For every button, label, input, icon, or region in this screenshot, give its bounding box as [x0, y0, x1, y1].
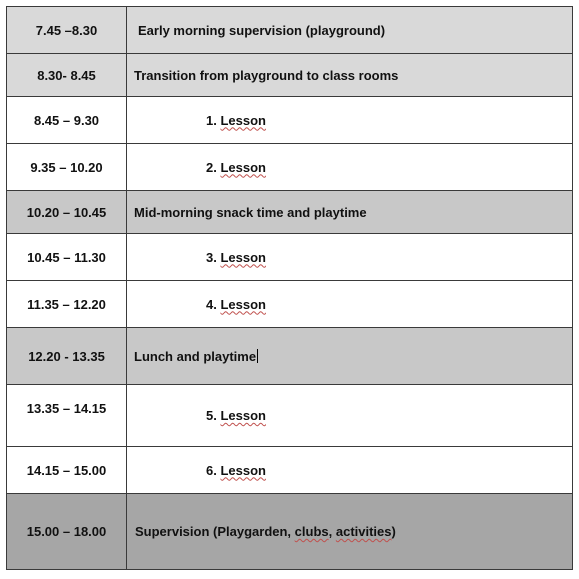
schedule-row	[7, 54, 573, 97]
schedule-row	[7, 7, 573, 54]
time-cell: 8.30- 8.45	[7, 54, 127, 97]
lesson-label: Lesson	[220, 112, 266, 128]
schedule-row	[7, 328, 573, 385]
activity-cell: Transition from playground to class rooms	[127, 54, 573, 97]
lesson-number: 1.	[206, 112, 217, 128]
lesson-label: Lesson	[220, 462, 266, 478]
activity-word-activities: activities	[335, 524, 392, 539]
lesson-label: Lesson	[220, 408, 266, 423]
lesson-number: 5.	[206, 408, 217, 423]
activity-cell	[127, 97, 573, 144]
schedule-row	[7, 281, 573, 328]
activity-cell	[127, 447, 573, 494]
daily-schedule-table	[6, 6, 573, 570]
lesson-number: 3.	[206, 249, 217, 265]
time-cell: 11.35 – 12.20	[7, 281, 127, 328]
time-cell: 15.00 – 18.00	[7, 494, 127, 570]
schedule-row	[7, 191, 573, 234]
time-cell: 12.20 - 13.35	[7, 328, 127, 385]
activity-cell: Early morning supervision (playground)	[127, 7, 573, 54]
schedule-row	[7, 144, 573, 191]
schedule-row	[7, 385, 573, 447]
schedule-row	[7, 447, 573, 494]
lesson-number: 4.	[206, 296, 217, 312]
time-cell: 14.15 – 15.00	[7, 447, 127, 494]
lesson-label: Lesson	[220, 249, 266, 265]
time-cell: 7.45 –8.30	[7, 7, 127, 54]
activity-cell[interactable]	[127, 328, 573, 385]
activity-cell	[127, 494, 573, 570]
activity-text-start: Supervision (Playgarden,	[135, 524, 295, 539]
time-cell: 9.35 – 10.20	[7, 144, 127, 191]
time-cell: 8.45 – 9.30	[7, 97, 127, 144]
schedule-row	[7, 234, 573, 281]
activity-text: Lunch and playtime	[134, 348, 257, 364]
lesson-number: 6.	[206, 462, 217, 478]
lesson-label: Lesson	[220, 159, 266, 175]
time-cell: 13.35 – 14.15	[7, 385, 127, 447]
schedule-row	[7, 97, 573, 144]
activity-cell: Mid-morning snack time and playtime	[127, 191, 573, 234]
lesson-label: Lesson	[220, 296, 266, 312]
time-cell: 10.20 – 10.45	[7, 191, 127, 234]
time-cell: 10.45 – 11.30	[7, 234, 127, 281]
activity-word-clubs: clubs	[294, 524, 329, 539]
activity-cell	[127, 281, 573, 328]
activity-cell	[127, 385, 573, 447]
activity-cell	[127, 234, 573, 281]
text-cursor	[257, 349, 258, 363]
lesson-number: 2.	[206, 159, 217, 175]
activity-cell	[127, 144, 573, 191]
activity-separator: ,	[328, 524, 336, 539]
activity-text-end: )	[391, 524, 396, 539]
schedule-row	[7, 494, 573, 570]
